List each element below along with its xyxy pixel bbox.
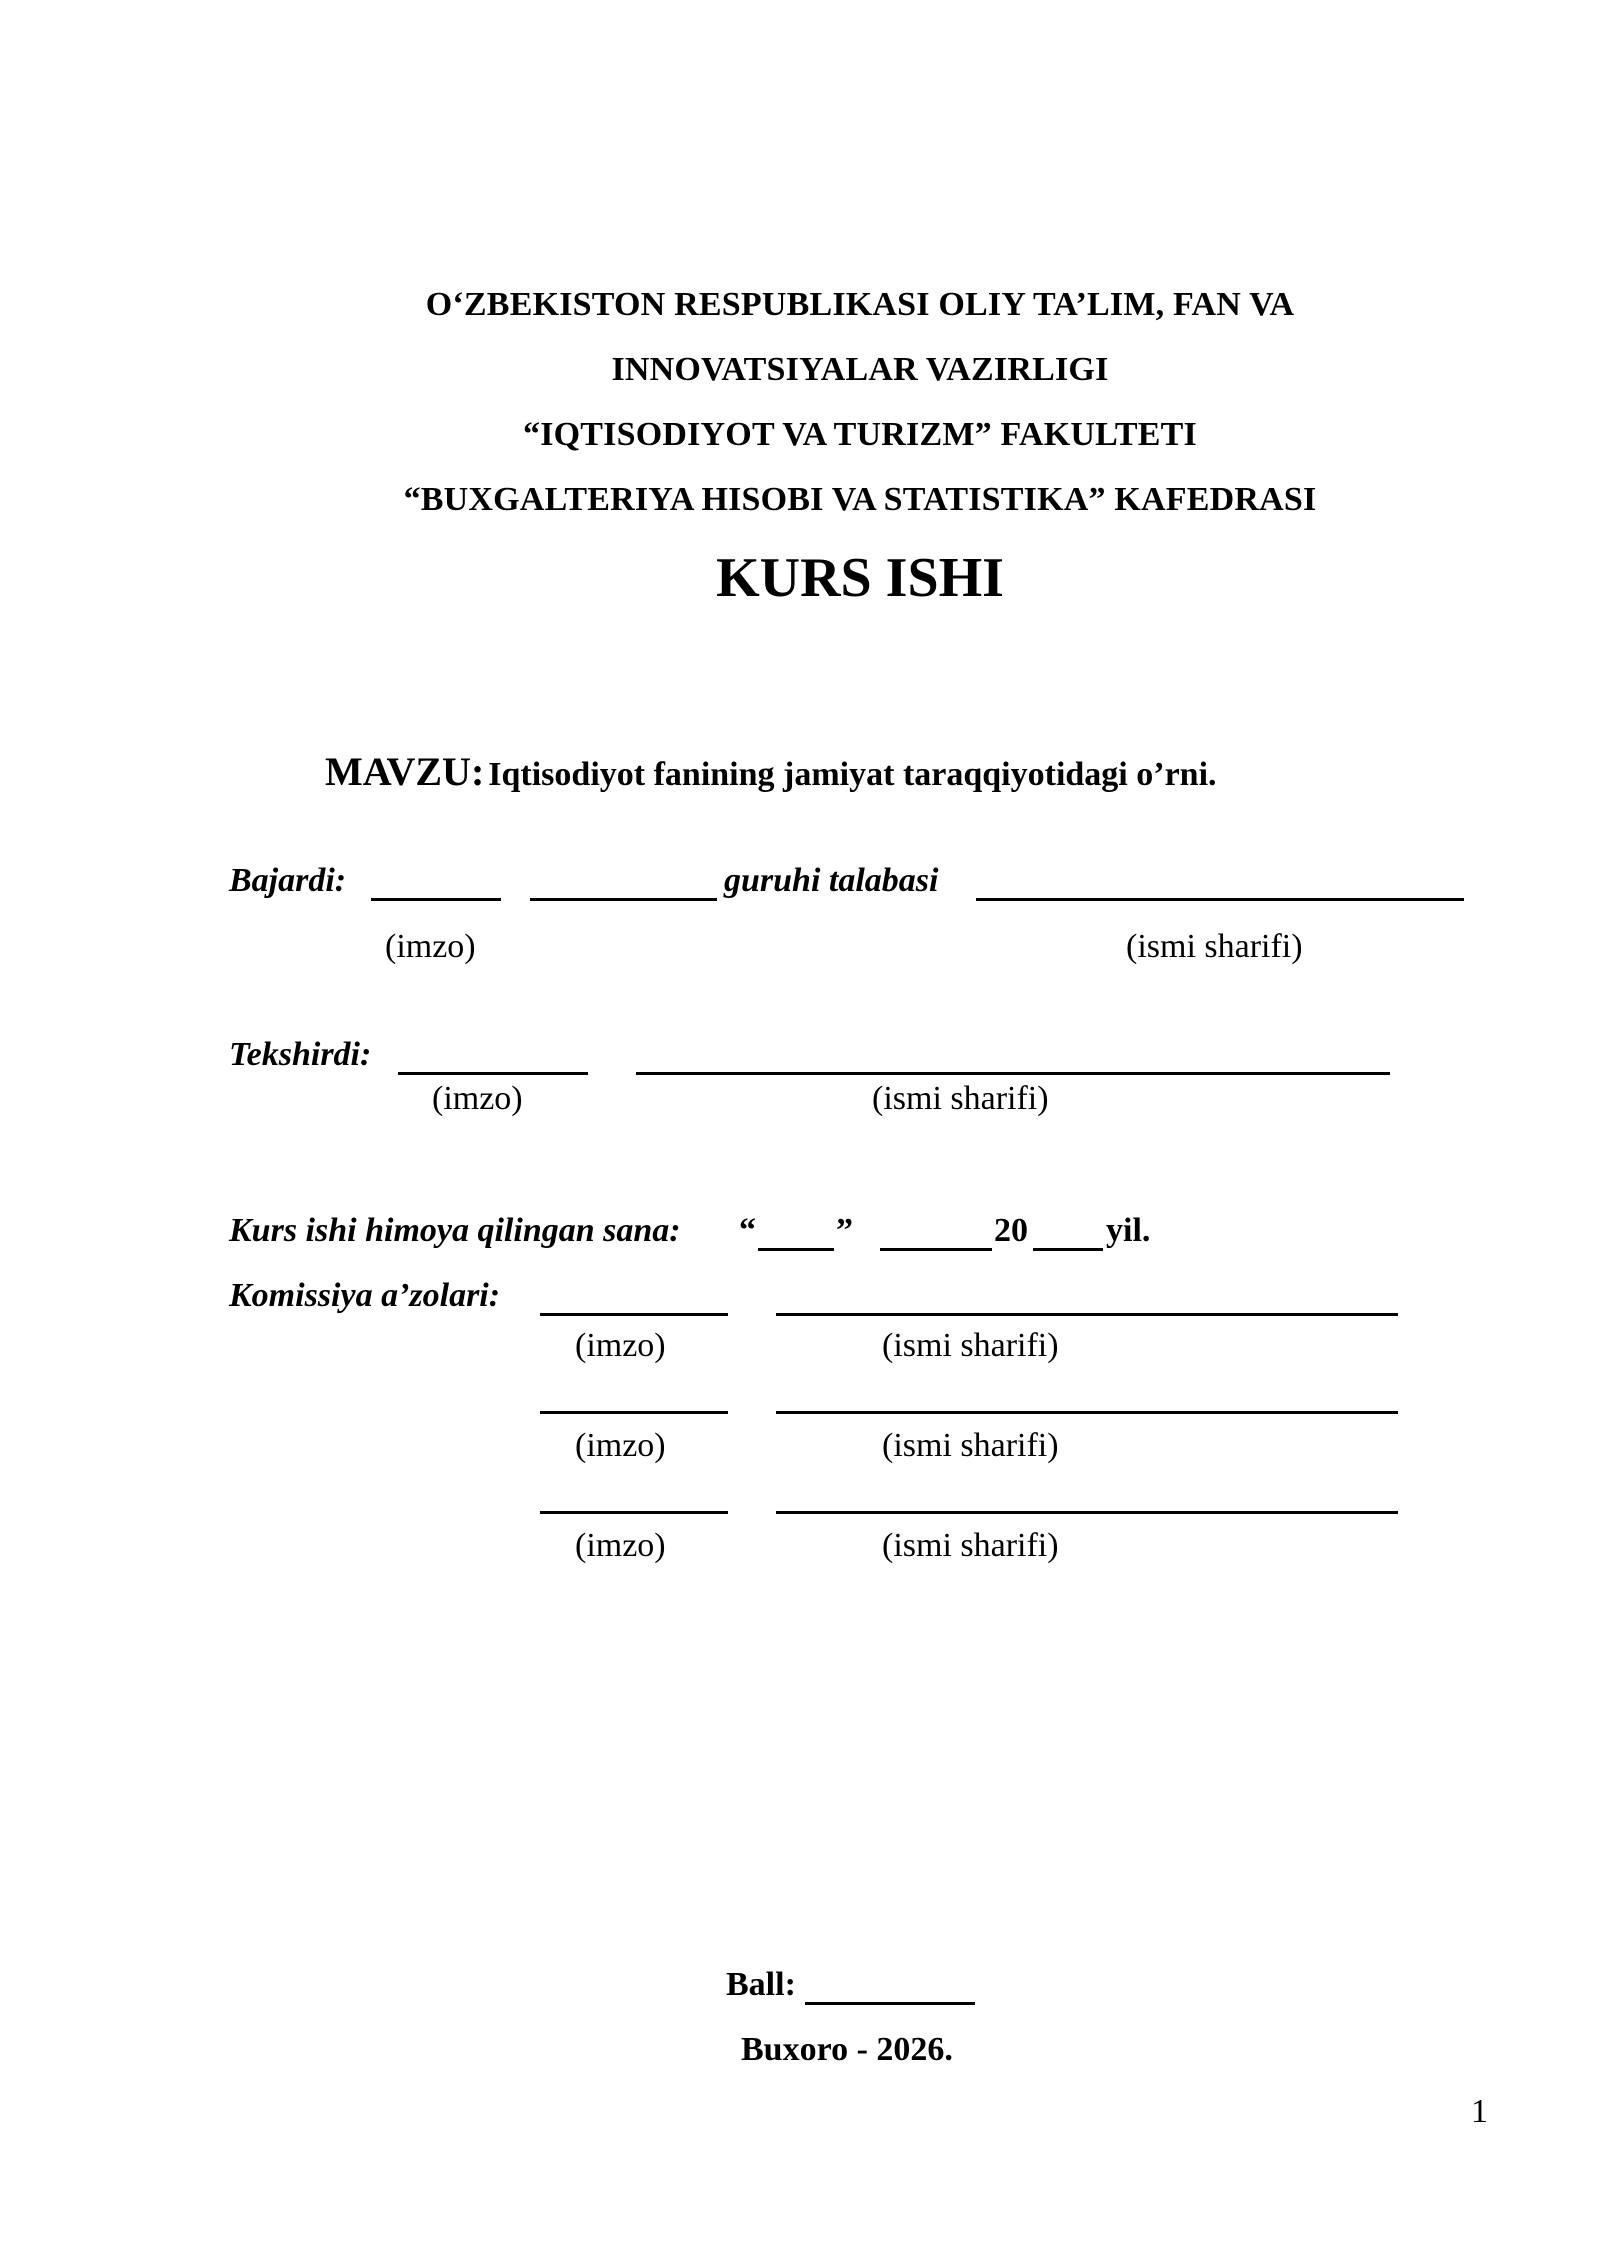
faculty-line: “IQTISODIYOT VA TURIZM” FAKULTETI [523, 416, 1197, 453]
date-open-quote: “ [739, 1212, 756, 1249]
performer-name-line [976, 898, 1464, 901]
date-day-line [758, 1248, 834, 1251]
checker-label: Tekshirdi: [229, 1036, 372, 1073]
commission-signature-line [540, 1511, 728, 1514]
topic-label: MAVZU: [325, 749, 485, 794]
commission-name-caption: (ismi sharifi) [882, 1427, 1059, 1464]
commission-signature-caption: (imzo) [575, 1327, 666, 1364]
group-number-line [530, 898, 717, 901]
commission-name-line [776, 1313, 1398, 1316]
commission-name-caption: (ismi sharifi) [882, 1327, 1059, 1364]
commission-signature-line [540, 1313, 728, 1316]
department-line: “BUXGALTERIYA HISOBI VA STATISTIKA” KAFEDRASI [403, 481, 1317, 518]
performer-signature-caption: (imzo) [385, 928, 476, 965]
ministry-line-1: O‘ZBEKISTON RESPUBLIKASI OLIY TA’LIM, FAN VA [425, 286, 1295, 323]
commission-name-line [776, 1411, 1398, 1414]
commission-name-line [776, 1511, 1398, 1514]
commission-label: Komissiya a’zolari: [229, 1277, 501, 1314]
commission-signature-caption: (imzo) [575, 1527, 666, 1564]
topic-text: Iqtisodiyot fanining jamiyat taraqqiyotidagi o’rni. [488, 756, 1217, 793]
date-century: 20 [994, 1212, 1028, 1249]
grade-line [805, 2002, 975, 2005]
performer-label: Bajardi: [229, 862, 347, 899]
ministry-line-2: INNOVATSIYALAR VAZIRLIGI [611, 351, 1109, 388]
city-year: Buxoro - 2026. [741, 2031, 953, 2068]
topic-line [325, 748, 1217, 795]
performer-name-caption: (ismi sharifi) [1126, 928, 1303, 965]
checker-signature-caption: (imzo) [432, 1080, 523, 1117]
date-month-line [880, 1248, 992, 1251]
date-year-suffix: yil. [1106, 1212, 1151, 1249]
checker-name-caption: (ismi sharifi) [872, 1080, 1049, 1117]
group-student-label: guruhi talabasi [724, 862, 939, 899]
page-number: 1 [1471, 2093, 1488, 2130]
date-year-line [1033, 1248, 1103, 1251]
document-title: KURS ISHI [716, 547, 1004, 609]
grade-label: Ball: [726, 1966, 796, 2003]
checker-name-line [636, 1072, 1390, 1075]
commission-signature-line [540, 1411, 728, 1414]
commission-name-caption: (ismi sharifi) [882, 1527, 1059, 1564]
performer-signature-line [371, 898, 501, 901]
commission-signature-caption: (imzo) [575, 1427, 666, 1464]
date-close-quote: ” [836, 1212, 853, 1249]
defense-date-label: Kurs ishi himoya qilingan sana: [229, 1212, 681, 1249]
checker-signature-line [398, 1072, 588, 1075]
